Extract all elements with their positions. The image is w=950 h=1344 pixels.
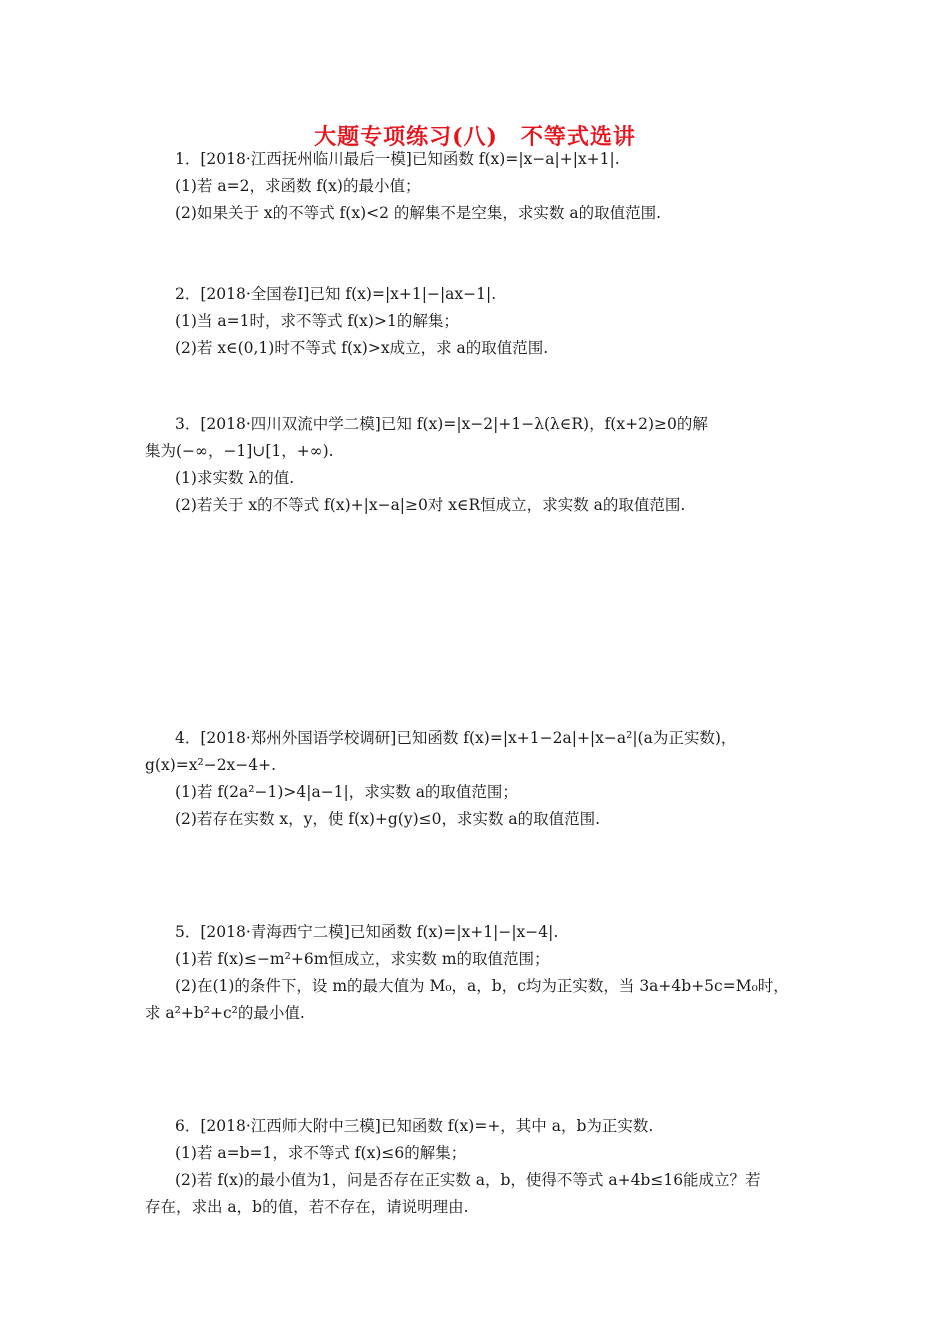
problem-6: [145, 1113, 815, 1221]
problem-part-2: (2)如果关于 x的不等式 f(x)<2 的解集不是空集，求实数 a的取值范围.: [175, 204, 661, 222]
problem-part-1: (1)若 f(2a²−1)>4|a−1|，求实数 a的取值范围；: [175, 783, 518, 801]
page-title: 大题专项练习(八) 不等式选讲: [314, 124, 636, 150]
problem-stem-continued: g(x)=x²−2x−4+.: [145, 756, 277, 774]
problem-1: [145, 146, 815, 227]
problem-stem: 3．[2018·四川双流中学二模]已知 f(x)=|x−2|+1−λ(λ∈R)，f(x+2)≥0的解: [175, 415, 708, 433]
problem-part-2: (2)若关于 x的不等式 f(x)+|x−a|≥0对 x∈R恒成立，求实数 a的取值范围.: [175, 496, 686, 514]
problem-part-2-continued: 求 a²+b²+c²的最小值.: [145, 1004, 305, 1022]
problem-part-1: (1)当 a=1时，求不等式 f(x)>1的解集；: [175, 312, 459, 330]
problem-part-2: (2)在(1)的条件下，设 m的最大值为 M₀，a，b，c均为正实数，当 3a+4b+5c=M₀时，: [175, 977, 789, 995]
problem-part-2-continued: 存在，求出 a，b的值，若不存在，请说明理由.: [145, 1198, 469, 1216]
problem-stem: 5．[2018·青海西宁二模]已知函数 f(x)=|x+1|−|x−4|.: [175, 923, 559, 941]
problem-stem: 1．[2018·江西抚州临川最后一模]已知函数 f(x)=|x−a|+|x+1|.: [175, 150, 620, 168]
problem-part-2: (2)若 f(x)的最小值为1，问是否存在正实数 a，b，使得不等式 a+4b≤16能成立？若: [175, 1171, 761, 1189]
problem-part-1: (1)若 a=2，求函数 f(x)的最小值；: [175, 177, 421, 195]
problem-part-2: (2)若 x∈(0,1)时不等式 f(x)>x成立，求 a的取值范围.: [175, 339, 549, 357]
problem-2: [145, 281, 815, 362]
problem-stem: 6．[2018·江西师大附中三模]已知函数 f(x)=+，其中 a，b为正实数.: [175, 1117, 654, 1135]
problem-stem: 2．[2018·全国卷Ⅰ]已知 f(x)=|x+1|−|ax−1|.: [175, 285, 497, 303]
problem-5: [145, 919, 815, 1027]
problem-4: [145, 725, 815, 833]
problem-part-1: (1)若 f(x)≤−m²+6m恒成立，求实数 m的取值范围；: [175, 950, 550, 968]
problem-part-1: (1)求实数 λ的值.: [175, 469, 295, 487]
problem-3: [145, 411, 815, 519]
problem-part-2: (2)若存在实数 x，y，使 f(x)+g(y)≤0，求实数 a的取值范围.: [175, 810, 601, 828]
problem-part-1: (1)若 a=b=1，求不等式 f(x)≤6的解集；: [175, 1144, 467, 1162]
problem-stem-continued: 集为(−∞，−1]∪[1，+∞).: [145, 442, 334, 460]
problem-stem: 4．[2018·郑州外国语学校调研]已知函数 f(x)=|x+1−2a|+|x−a²|(a为正实数)，: [175, 729, 737, 747]
